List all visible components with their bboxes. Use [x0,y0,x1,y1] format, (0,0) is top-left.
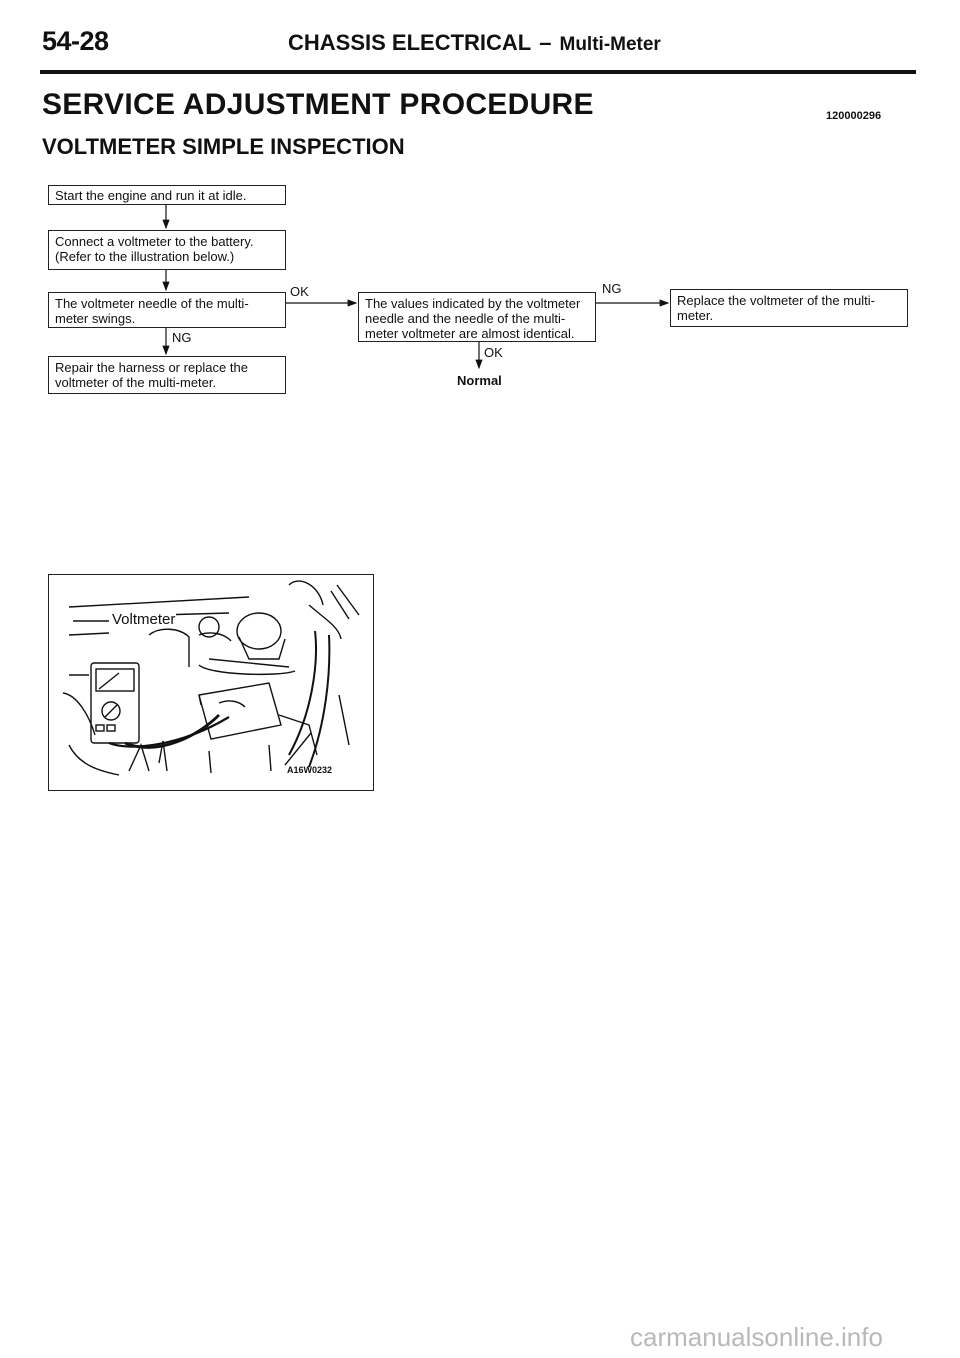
result-normal: Normal [457,373,502,388]
page-number: 54-28 [42,26,109,56]
step-needle-swings: The voltmeter needle of the multi-meter swings. [48,292,286,328]
figure-label-voltmeter: Voltmeter [112,611,176,628]
label-ok-step3: OK [290,284,309,299]
doc-code: 120000296 [826,110,882,122]
label-ok-step4: OK [484,345,503,360]
figure-code: A16W0232 [287,765,333,775]
step-replace-voltmeter: Replace the voltmeter of the multi-meter. [670,289,908,327]
page-subtitle: VOLTMETER SIMPLE INSPECTION [42,134,405,159]
step-connect-voltmeter: Connect a voltmeter to the battery. (Refer to the illustration below.) [48,230,286,270]
label-ng-step3: NG [172,330,192,345]
voltmeter-illustration [48,574,374,791]
watermark-footer: carmanualsonline.info [630,1322,883,1352]
page-title: SERVICE ADJUSTMENT PROCEDURE [42,88,594,121]
step-repair-harness: Repair the harness or replace the voltmeter of the multi-meter. [48,356,286,394]
label-ng-step4: NG [602,281,622,296]
section-dash: – [539,30,552,55]
step-values-identical: The values indicated by the voltmeter needle and the needle of the multi-meter voltmeter are almost identical. [358,292,596,342]
engine-bay-drawing [49,575,373,790]
section-title: CHASSIS ELECTRICAL [288,30,532,55]
step-start-engine: Start the engine and run it at idle. [48,185,286,205]
subsection-title: Multi-Meter [559,34,661,55]
